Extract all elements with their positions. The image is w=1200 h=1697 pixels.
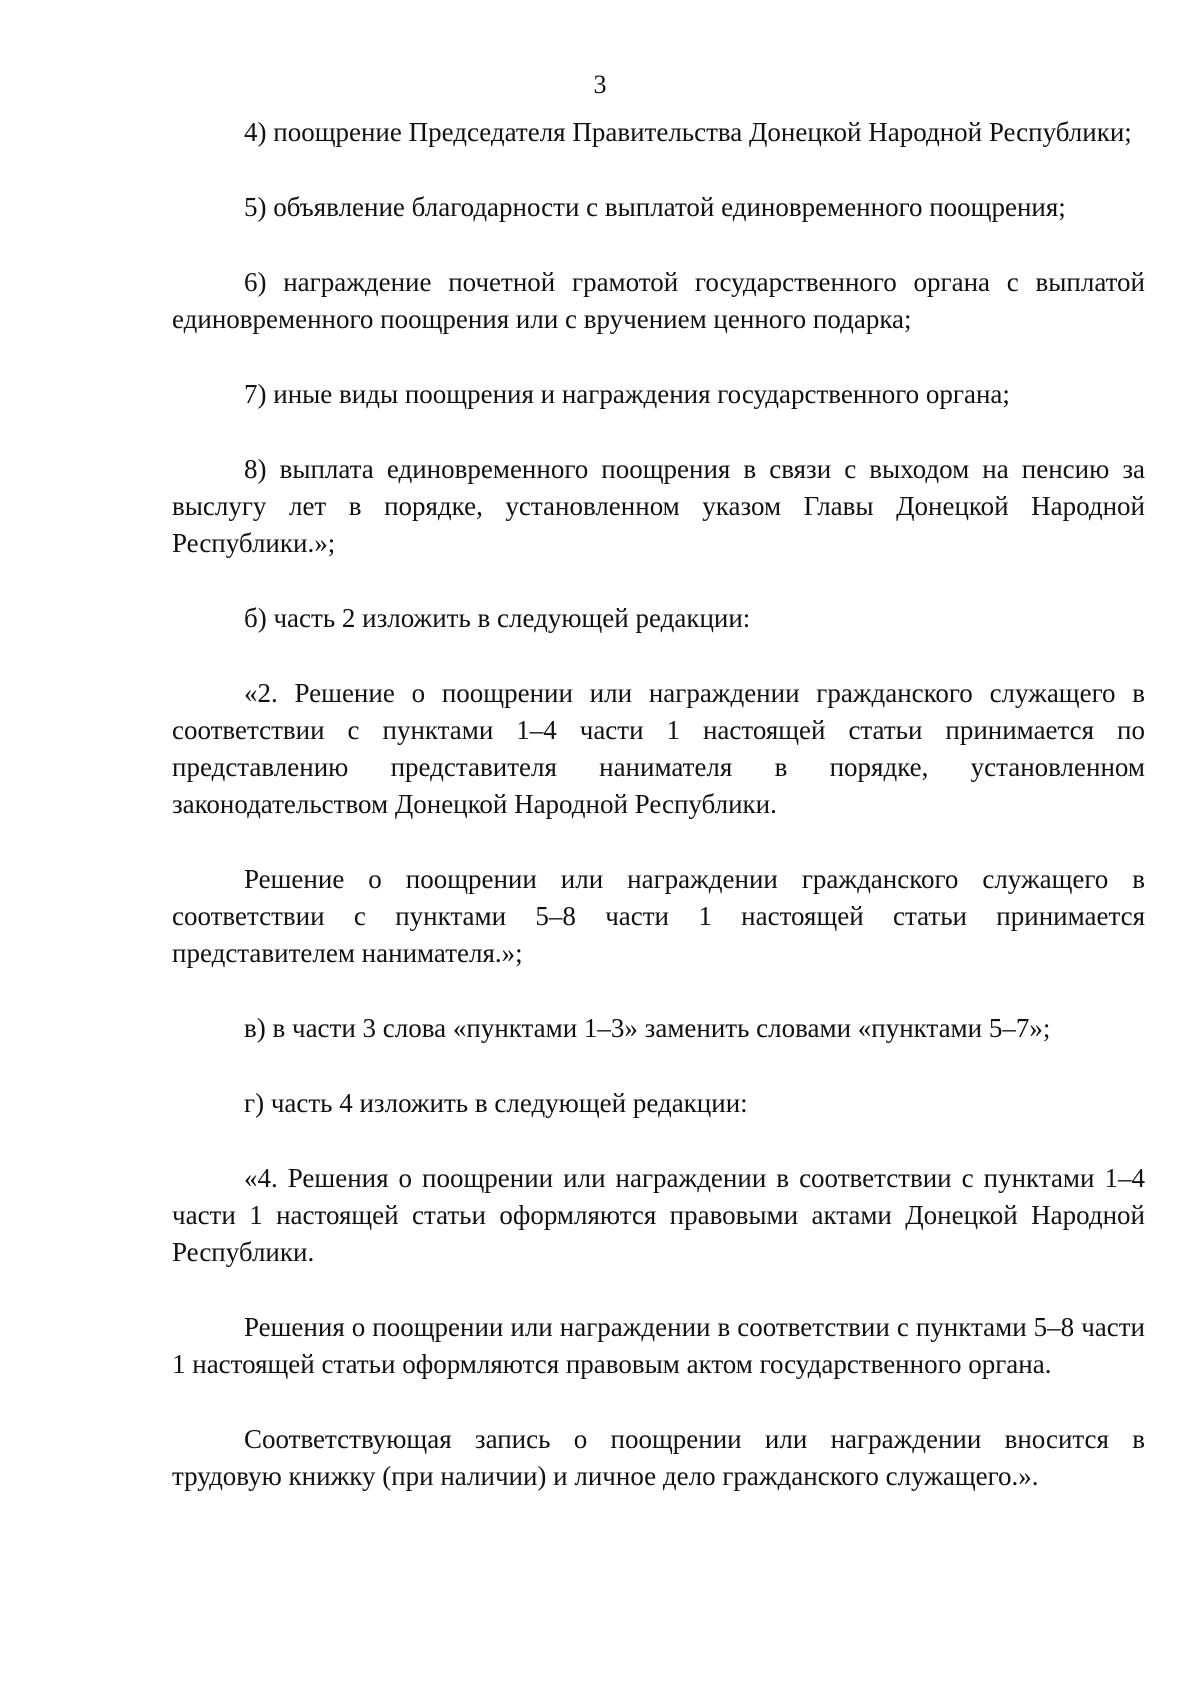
paragraph-subpoint-v: в) в части 3 слова «пунктами 1–3» заменить словами «пунктами 5–7»; (244, 1013, 1051, 1043)
paragraph-item-6: 6) награждение почетной грамотой государственного органа с выплатой единовременного поощрения или с вручением ценного подарка; (172, 267, 1145, 334)
paragraph-part-2-first: «2. Решение о поощрении или награждении гражданского служащего в соответствии с пунктами 1–4 части 1 настоящей статьи принимается по представлению представителя нанимателя в порядке, установленном законодательством Донецкой Народной Республики. (172, 678, 1145, 819)
page-number: 3 (593, 70, 607, 99)
paragraph-item-4: 4) поощрение Председателя Правительства Донецкой Народной Республики; (244, 117, 1132, 147)
paragraph-subpoint-g: г) часть 4 изложить в следующей редакции: (244, 1088, 748, 1118)
paragraph-part-4-third: Соответствующая запись о поощрении или награждении вносится в трудовую книжку (при наличии) и личное дело гражданского служащего.». (172, 1424, 1145, 1491)
paragraph-part-4-first: «4. Решения о поощрении или награждении в соответствии с пунктами 1–4 части 1 настоящей статьи оформляются правовыми актами Донецкой Народной Республики. (172, 1163, 1145, 1267)
paragraph-part-2-second: Решение о поощрении или награждении гражданского служащего в соответствии с пунктами 5–8 части 1 настоящей статьи принимается представителем нанимателя.»; (172, 864, 1145, 968)
paragraph-part-4-second: Решения о поощрении или награждении в соответствии с пунктами 5–8 части 1 настоящей статьи оформляются правовым актом государственного органа. (172, 1312, 1145, 1379)
paragraph-item-5: 5) объявление благодарности с выплатой единовременного поощрения; (244, 192, 1066, 222)
document-body (172, 114, 1145, 1533)
paragraph-subpoint-b: б) часть 2 изложить в следующей редакции: (244, 603, 751, 633)
paragraph-item-8: 8) выплата единовременного поощрения в связи с выходом на пенсию за выслугу лет в порядке, установленном указом Главы Донецкой Народной Республики.»; (172, 454, 1145, 558)
paragraph-item-7: 7) иные виды поощрения и награждения государственного органа; (244, 379, 1010, 409)
